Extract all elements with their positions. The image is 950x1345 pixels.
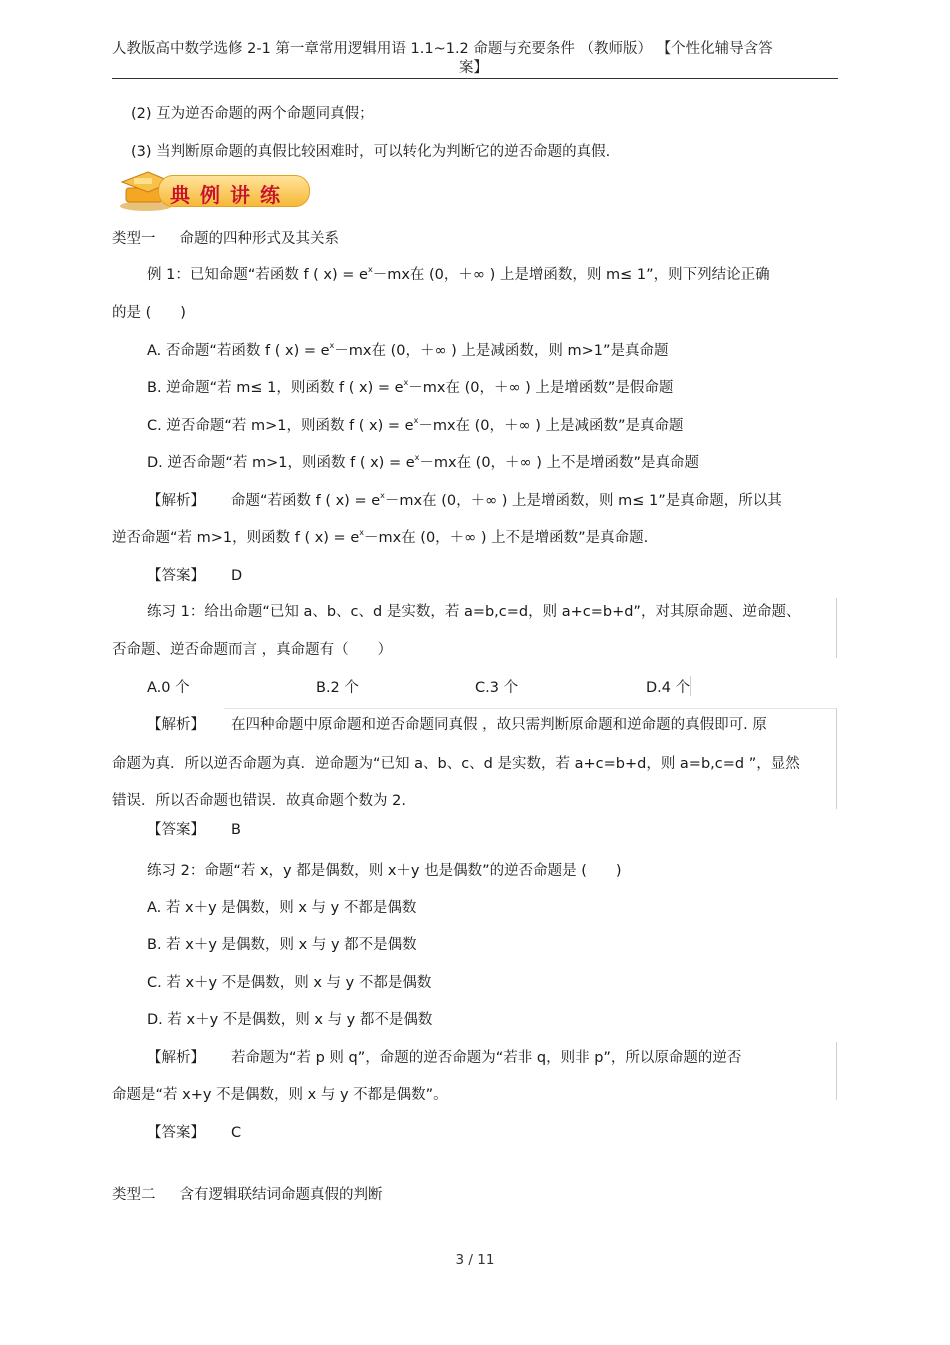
analysis-text-a: 命题“若函数 f ( x) = e — [231, 493, 381, 509]
practice1-question: 练习 1：给出命题“已知 a、b、c、d 是实数，若 a=b,c=d，则 a+c=b+d”，对其原命题、逆命题、 — [147, 604, 801, 620]
answer-value: C — [231, 1125, 242, 1141]
type2-label: 类型二 — [112, 1187, 156, 1203]
analysis-tag: 【解析】 — [147, 1050, 205, 1066]
type1-label: 类型一 — [112, 231, 156, 247]
example1-analysis — [147, 489, 782, 510]
practice2-option-b: B. 若 x＋y 是偶数，则 x 与 y 都不是偶数 — [147, 937, 417, 953]
example-section-logo — [116, 166, 312, 214]
analysis-cont-text-b: －mx在 (0，＋∞ ) 上不是增函数”是真命题. — [363, 530, 649, 546]
practice1-analysis — [147, 713, 767, 734]
example1-question-cont: 的是 ( ) — [112, 305, 186, 321]
exponent-x: x — [380, 491, 385, 500]
analysis-text: 若命题为“若 p 则 q”，命题的逆否命题为“若非 q，则非 p”，所以原命题的逆否 — [231, 1050, 742, 1066]
option-b-text-b: －mx在 (0，＋∞ ) 上是增函数”是假命题 — [408, 380, 674, 396]
practice2-option-a: A. 若 x＋y 是偶数，则 x 与 y 不都是偶数 — [147, 900, 417, 916]
type2-title: 含有逻辑联结词命题真假的判断 — [179, 1187, 383, 1203]
type1-heading — [112, 227, 339, 248]
analysis-text: 在四种命题中原命题和逆否命题同真假 ，故只需判断原命题和逆命题的真假即可. 原 — [231, 717, 767, 733]
example1-option-d — [147, 451, 699, 472]
practice1-option-b: B.2 个 — [316, 680, 359, 696]
example1-option-c — [147, 414, 684, 435]
running-header-line2: 案】 — [459, 60, 488, 76]
option-a-text-b: －mx在 (0，＋∞ ) 上是减函数，则 m>1”是真命题 — [334, 343, 669, 359]
practice1-option-a: A.0 个 — [147, 680, 190, 696]
exponent-x: x — [413, 416, 419, 425]
option-c-text-a: C. 逆否命题“若 m>1，则函数 f ( x) = e — [147, 418, 414, 434]
practice1-option-c: C.3 个 — [475, 680, 519, 696]
option-b-text-a: B. 逆命题“若 m≤ 1，则函数 f ( x) = e — [147, 380, 404, 396]
exponent-x: x — [367, 265, 373, 274]
practice2-analysis — [147, 1046, 741, 1067]
logo-title: 典例讲练 — [170, 183, 290, 207]
practice1-analysis-line3: 错误．所以否命题也错误．故真命题个数为 2. — [112, 793, 406, 809]
option-a-text-a: A. 否命题“若函数 f ( x) = e — [147, 343, 330, 359]
option-d-text-a: D. 逆否命题“若 m>1，则函数 f ( x) = e — [147, 455, 415, 471]
practice2-answer — [147, 1121, 241, 1142]
exponent-x: x — [414, 453, 420, 462]
answer-tag: 【答案】 — [147, 822, 205, 838]
exponent-x: x — [329, 341, 335, 350]
practice1-option-d: D.4 个 — [646, 680, 691, 696]
practice2-option-c: C. 若 x＋y 不是偶数，则 x 与 y 不都是偶数 — [147, 975, 432, 991]
example1-answer — [147, 564, 242, 585]
practice2-question: 练习 2：命题“若 x，y 都是偶数，则 x＋y 也是偶数”的逆否命题是 ( ) — [147, 863, 622, 879]
example1-analysis-cont — [112, 526, 648, 547]
intro-point-3: (3) 当判断原命题的真假比较困难时，可以转化为判断它的逆否命题的真假. — [131, 144, 611, 160]
header-rule — [112, 78, 838, 79]
answer-value: D — [231, 568, 243, 584]
exponent-x: x — [359, 528, 364, 537]
analysis-tag: 【解析】 — [147, 493, 205, 509]
practice1-answer — [147, 818, 241, 839]
example1-option-a — [147, 339, 669, 360]
answer-tag: 【答案】 — [147, 568, 205, 584]
example1-text-a: 例 1：已知命题“若函数 f ( x) = e — [147, 267, 368, 283]
practice1-question-cont: 否命题、逆否命题而言 ，真命题有（ ） — [112, 642, 393, 658]
option-d-text-b: －mx在 (0，＋∞ ) 上不是增函数”是真命题 — [419, 455, 700, 471]
practice1-analysis-line2: 命题为真．所以逆否命题为真．逆命题为“已知 a、b、c、d 是实数，若 a+c=b+d，则 a=b,c=d ”，显然 — [112, 756, 800, 772]
running-header-line1: 人教版高中数学选修 2-1 第一章常用逻辑用语 1.1~1.2 命题与充要条件 （教师版） 【个性化辅导含答 — [112, 41, 773, 57]
example1-option-b — [147, 376, 673, 397]
option-c-text-b: －mx在 (0，＋∞ ) 上是减函数”是真命题 — [418, 418, 684, 434]
type1-title: 命题的四种形式及其关系 — [179, 231, 339, 247]
practice1-options-frame — [680, 676, 691, 696]
analysis-tag: 【解析】 — [147, 717, 205, 733]
analysis-cont-text-a: 逆否命题“若 m>1，则函数 f ( x) = e — [112, 530, 360, 546]
type2-heading — [112, 1183, 383, 1204]
example1-text-b: －mx在 (0，＋∞ ) 上是增函数，则 m≤ 1”，则下列结论正确 — [372, 267, 770, 283]
page-number: 3 / 11 — [455, 1252, 495, 1268]
exponent-x: x — [403, 378, 409, 387]
intro-point-2: (2) 互为逆否命题的两个命题同真假； — [131, 106, 374, 122]
answer-value: B — [231, 822, 241, 838]
example1-question — [147, 263, 770, 284]
analysis-text-b: －mx在 (0，＋∞ ) 上是增函数，则 m≤ 1”是真命题，所以其 — [384, 493, 782, 509]
practice2-analysis-cont: 命题是“若 x+y 不是偶数，则 x 与 y 不都是偶数”。 — [112, 1087, 448, 1103]
answer-tag: 【答案】 — [147, 1125, 205, 1141]
practice2-option-d: D. 若 x＋y 不是偶数，则 x 与 y 都不是偶数 — [147, 1012, 433, 1028]
